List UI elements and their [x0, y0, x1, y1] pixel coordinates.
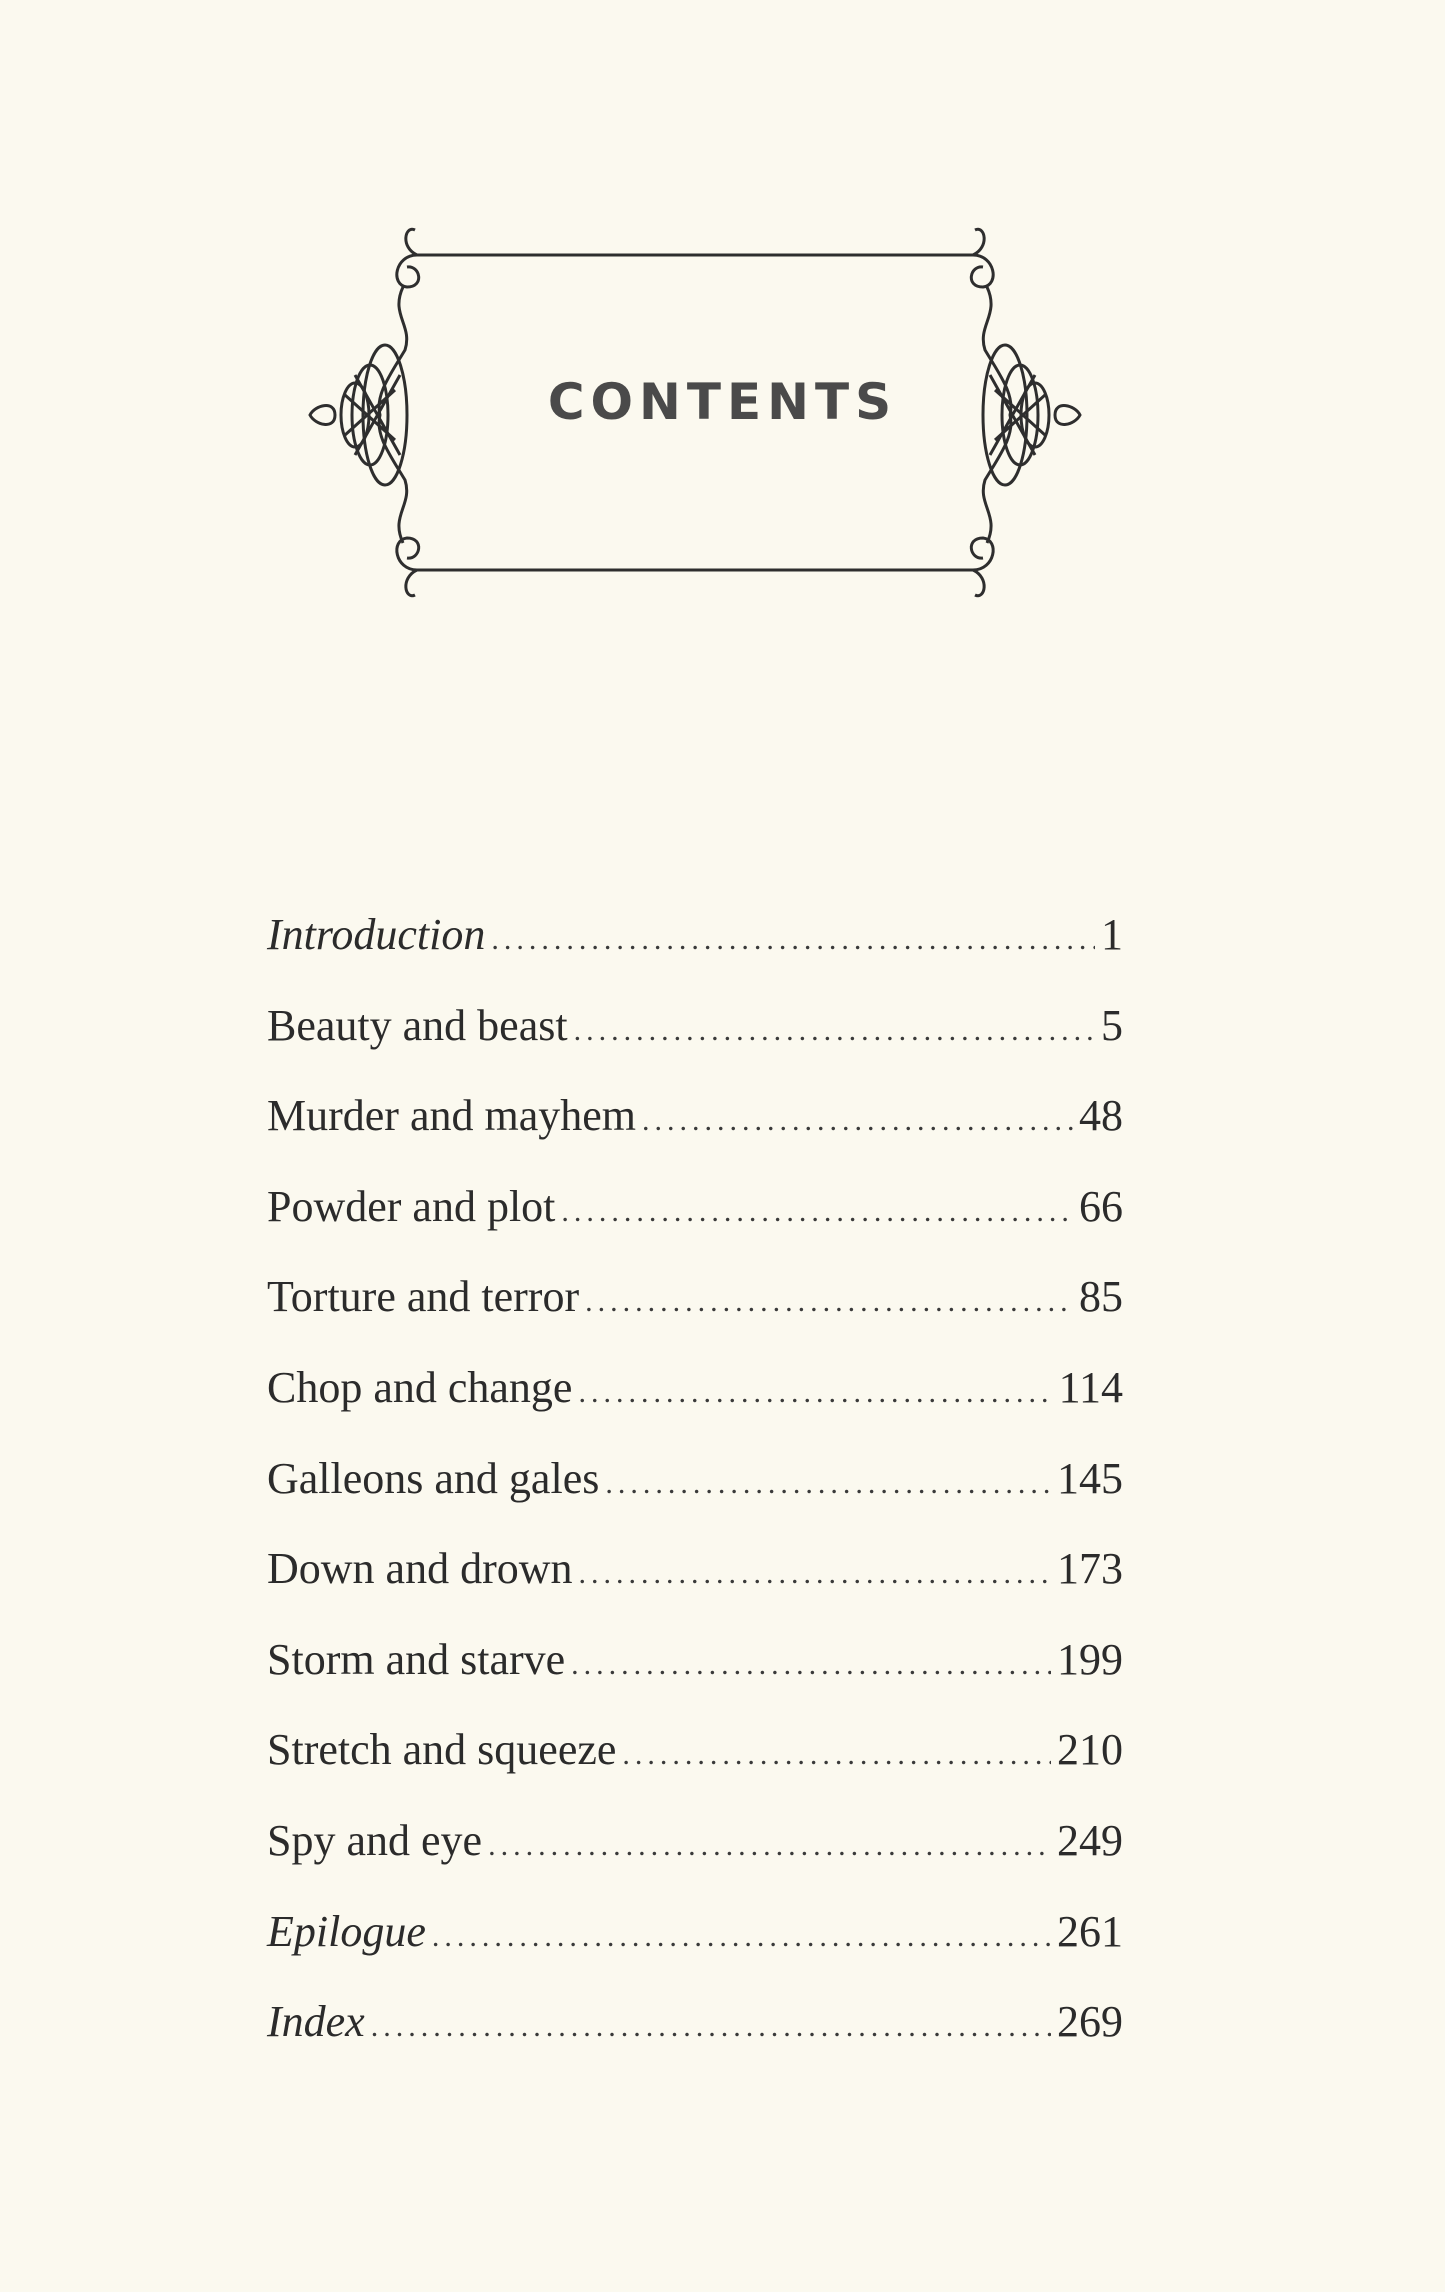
dot-leader	[585, 1272, 1073, 1332]
toc-entry-page-number: 261	[1057, 1906, 1123, 1956]
toc-entry-page-number: 210	[1057, 1725, 1123, 1775]
toc-entry-page-number: 48	[1079, 1091, 1123, 1141]
toc-entry-page-number: 114	[1058, 1362, 1123, 1412]
toc-entry-page-number: 85	[1079, 1272, 1123, 1322]
toc-entry-title: Stretch and squeeze	[267, 1725, 617, 1775]
dot-leader	[491, 910, 1095, 970]
toc-entry-title: Chop and change	[267, 1362, 573, 1412]
dot-leader	[574, 1001, 1095, 1061]
toc-entry[interactable]	[267, 1630, 1123, 1721]
dot-leader	[432, 1907, 1051, 1967]
toc-entry[interactable]	[267, 1086, 1123, 1177]
toc-entry[interactable]	[267, 905, 1123, 996]
table-of-contents	[267, 905, 1123, 2083]
dot-leader	[488, 1816, 1051, 1876]
toc-entry[interactable]	[267, 1720, 1123, 1811]
toc-entry-title: Index	[267, 1997, 365, 2047]
toc-entry[interactable]	[267, 1177, 1123, 1268]
toc-entry-page-number: 173	[1057, 1544, 1123, 1594]
toc-entry-page-number: 145	[1057, 1453, 1123, 1503]
toc-entry[interactable]	[267, 1992, 1123, 2083]
dot-leader	[605, 1454, 1051, 1514]
toc-entry-page-number: 269	[1057, 1997, 1123, 2047]
toc-entry-page-number: 249	[1057, 1815, 1123, 1865]
toc-entry-title: Beauty and beast	[267, 1000, 568, 1050]
toc-entry[interactable]	[267, 996, 1123, 1087]
dot-leader	[578, 1363, 1052, 1423]
toc-entry-title: Torture and terror	[267, 1272, 580, 1322]
dot-leader	[642, 1091, 1073, 1151]
toc-entry[interactable]	[267, 1267, 1123, 1358]
toc-entry[interactable]	[267, 1358, 1123, 1449]
toc-entry[interactable]	[267, 1811, 1123, 1902]
toc-entry-title: Spy and eye	[267, 1815, 483, 1865]
toc-entry[interactable]	[267, 1449, 1123, 1540]
toc-entry-page-number: 1	[1101, 910, 1123, 959]
toc-entry[interactable]	[267, 1902, 1123, 1993]
dot-leader	[371, 1997, 1051, 2057]
toc-entry-title: Down and drown	[267, 1544, 573, 1594]
toc-entry-page-number: 5	[1101, 1000, 1123, 1050]
toc-entry-title: Epilogue	[267, 1906, 426, 1956]
dot-leader	[622, 1725, 1051, 1785]
toc-entry-title: Powder and plot	[267, 1181, 556, 1231]
toc-entry-title: Storm and starve	[267, 1634, 566, 1684]
dot-leader	[571, 1635, 1051, 1695]
toc-entry-title: Murder and mayhem	[267, 1091, 636, 1141]
toc-entry-title: Galleons and gales	[267, 1453, 600, 1503]
toc-entry-page-number: 66	[1079, 1181, 1123, 1231]
toc-entry-page-number: 199	[1057, 1634, 1123, 1684]
dot-leader	[579, 1544, 1051, 1604]
dot-leader	[561, 1182, 1073, 1242]
page-title: CONTENTS	[547, 373, 898, 431]
toc-entry-title: Introduction	[267, 910, 486, 959]
toc-entry[interactable]	[267, 1539, 1123, 1630]
